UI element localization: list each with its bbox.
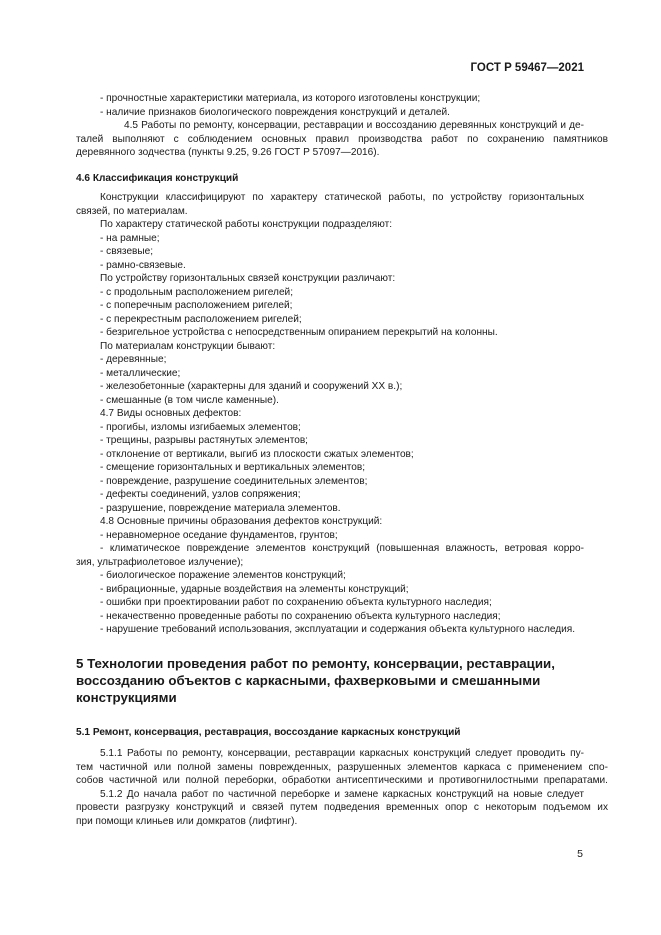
list-item: - биологическое поражение элементов конструкций;: [100, 570, 346, 581]
list-item: - деревянные;: [100, 354, 167, 365]
chapter-heading-5: [76, 655, 584, 706]
chapter-heading-line: воссозданию объектов с каркасными, фахверковыми и смешанными: [76, 672, 541, 688]
list-item: - безригельное устройства с непосредственным опиранием перекрытий на колонны.: [100, 327, 498, 338]
paragraph-line: По устройству горизонтальных связей конструкции различают:: [100, 273, 396, 284]
chapter-heading-line: конструкциями: [76, 689, 177, 705]
paragraph-line: Конструкции классифицируют по характеру статической работы, по устройству горизонтальных: [100, 192, 584, 203]
paragraph-5-1-2-line-2: провести разгрузку конструкций и связей путем подведения временных опор с некоторым подъемом их: [76, 802, 608, 813]
list-item: - на рамные;: [100, 232, 160, 244]
list-item: - смешанные (в том числе каменные).: [100, 394, 279, 406]
section-heading-4-6: 4.6 Классификация конструкций: [76, 172, 239, 184]
list-item: - железобетонные (характерны для зданий и сооружений XX в.);: [100, 381, 403, 392]
paragraph-4-5-line-1: 4.5 Работы по ремонту, консервации, реставрации и воссозданию деревянных конструкций и де-: [124, 120, 584, 131]
list-item: - отклонение от вертикали, выгиб из плоскости сжатых элементов;: [100, 448, 414, 460]
document-code: ГОСТ Р 59467—2021: [470, 62, 584, 74]
list-item: - трещины, разрывы растянутых элементов;: [100, 435, 308, 446]
paragraph-line: 4.7 Виды основных дефектов:: [100, 408, 242, 419]
list-item: - повреждение, разрушение соединительных элементов;: [100, 475, 368, 487]
paragraph-line: По характеру статической работы конструкции подразделяют:: [100, 219, 393, 230]
list-item: - наличие признаков биологического повреждения конструкций и деталей.: [100, 106, 450, 118]
list-item: - неравномерное оседание фундаментов, грунтов;: [100, 529, 338, 541]
paragraph-line: 4.8 Основные причины образования дефектов конструкций:: [100, 516, 383, 527]
list-item-continuation: зия, ультрафиолетовое излучение);: [76, 556, 244, 568]
list-item: - смещение горизонтальных и вертикальных элементов;: [100, 462, 366, 473]
paragraph-5-1-1-line-1: 5.1.1 Работы по ремонту, консервации, реставрации каркасных конструкций следует проводить пу-: [100, 748, 584, 759]
list-item: - рамно-связевые.: [100, 259, 186, 271]
paragraph-line: По материалам конструкции бывают:: [100, 340, 276, 352]
list-item: - металлические;: [100, 367, 181, 379]
list-item: - с перекрестным расположением ригелей;: [100, 313, 302, 325]
list-item: - ошибки при проектировании работ по сохранению объекта культурного наследия;: [100, 597, 492, 608]
list-item: - прочностные характеристики материала, из которого изготовлены конструкции;: [100, 93, 481, 104]
list-item: - климатическое повреждение элементов конструкций (повышенная влажность, ветровая корро-: [100, 543, 584, 554]
page-number: 5: [577, 848, 583, 860]
paragraph-4-5-line-2: талей выполняют с соблюдением основных правил производства работ по сохранению памятников: [76, 133, 608, 145]
list-item: - нарушение требований использования, эксплуатации и содержания объекта культурного наследия.: [100, 624, 576, 635]
list-item: - некачественно проведенные работы по сохранению объекта культурного наследия;: [100, 610, 501, 622]
list-item: - с продольным расположением ригелей;: [100, 286, 293, 298]
chapter-heading-line: 5 Технологии проведения работ по ремонту, консервации, реставрации,: [76, 655, 555, 671]
paragraph-5-1-2-line-3: при помощи клиньев или домкратов (лифтинг).: [76, 815, 298, 827]
list-item: - прогибы, изломы изгибаемых элементов;: [100, 421, 301, 433]
paragraph-5-1-2-line-1: 5.1.2 До начала работ по частичной переборке и замене каркасных конструкций на новые следует: [100, 788, 584, 800]
paragraph-5-1-1-line-2: тем частичной или полной замены поврежденных, разрушенных элементов каркаса с применением спо-: [76, 761, 608, 773]
list-item: - дефекты соединений, узлов сопряжения;: [100, 489, 301, 500]
paragraph-5-1-1-line-3: собов частичной или полной переборки, обработки антисептическими и противогнилостными препаратами.: [76, 775, 608, 786]
page-body: [76, 92, 608, 828]
list-item: - связевые;: [100, 246, 154, 257]
paragraph-line: связей, по материалам.: [76, 205, 188, 217]
list-item: - разрушение, повреждение материала элементов.: [100, 502, 341, 514]
section-heading-5-1: 5.1 Ремонт, консервация, реставрация, воссоздание каркасных конструкций: [76, 726, 461, 738]
list-item: - вибрационные, ударные воздействия на элементы конструкций;: [100, 583, 409, 595]
list-item: - с поперечным расположением ригелей;: [100, 300, 293, 311]
paragraph-4-5-line-3: деревянного зодчества (пункты 9.25, 9.26 ГОСТ Р 57097—2016).: [76, 147, 380, 158]
